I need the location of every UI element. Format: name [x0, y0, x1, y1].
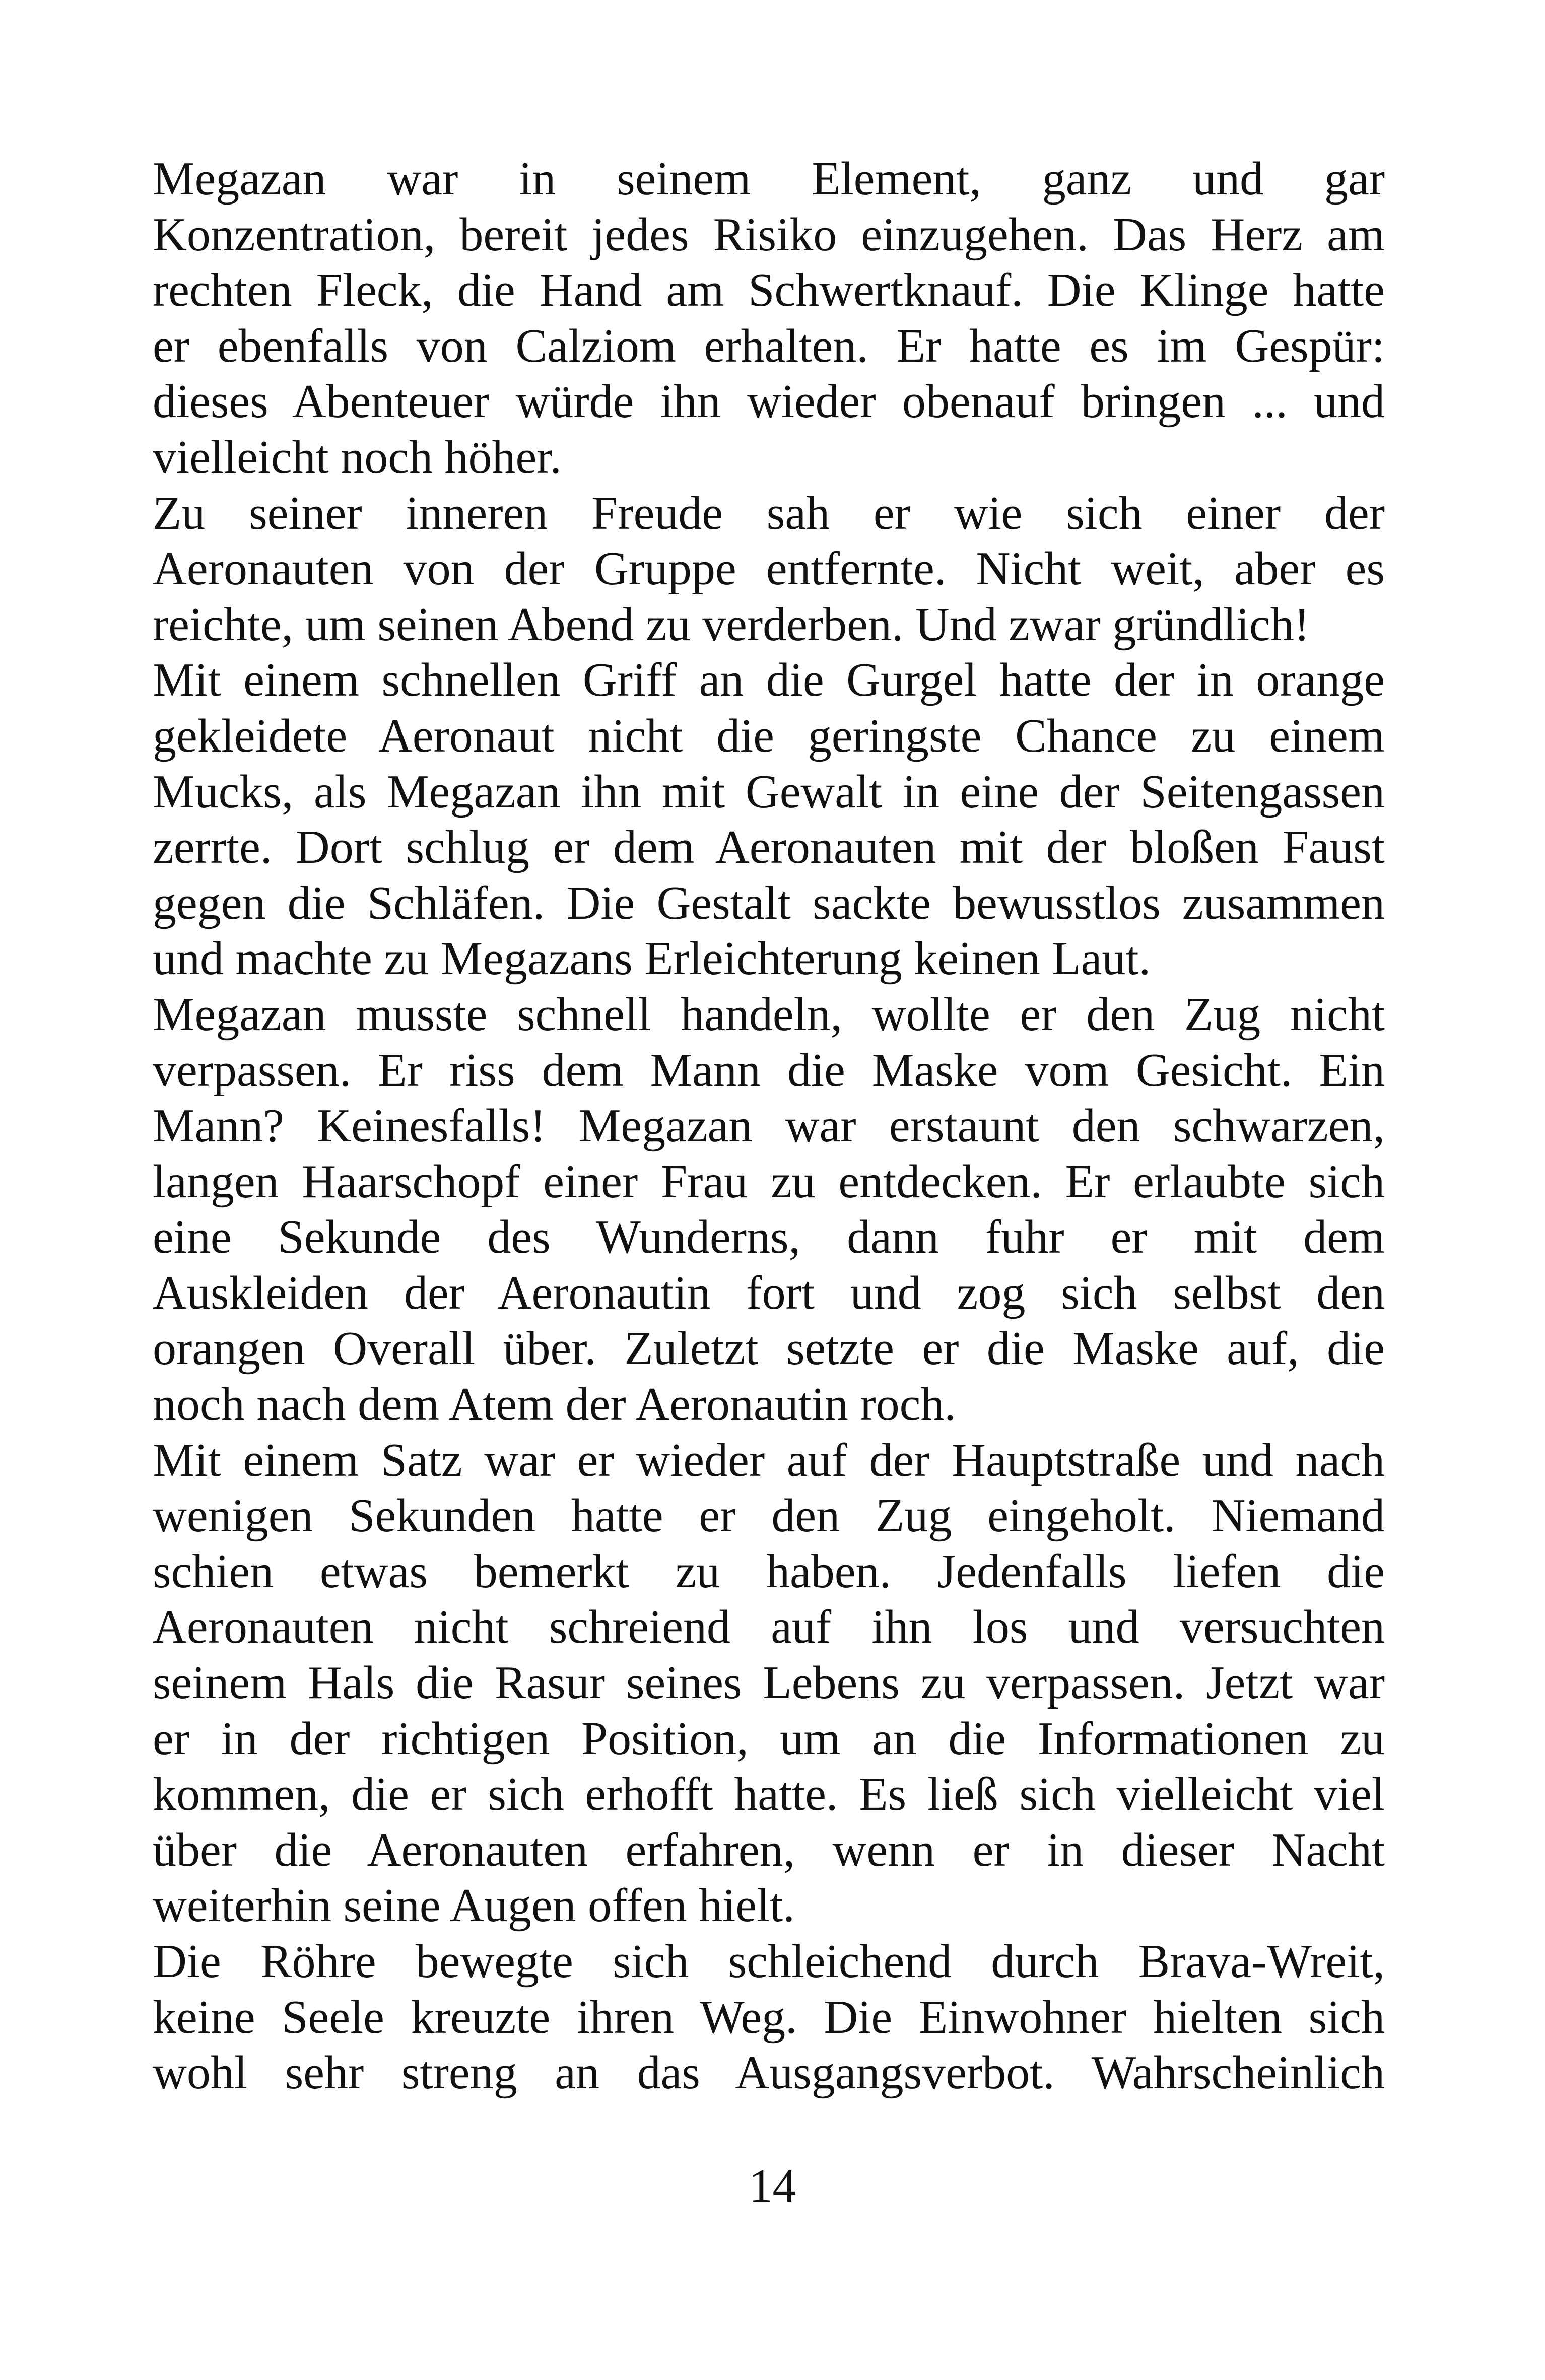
text-line: gegen die Schläfen. Die Gestalt sackte bewusstlos zusammen [153, 876, 1385, 929]
text-line: dieses Abenteuer würde ihn wieder obenauf bringen ... und [153, 375, 1385, 428]
text-line: Megazan war in seinem Element, ganz und gar [153, 153, 1385, 205]
text-line: seinem Hals die Rasur seines Lebens zu verpassen. Jetzt war [153, 1657, 1385, 1710]
text-line: er in der richtigen Position, um an die Informationen zu [153, 1712, 1385, 1765]
text-line: Megazan musste schnell handeln, wollte er den Zug nicht [153, 988, 1385, 1041]
paragraph [153, 1934, 1385, 2101]
text-line: rechten Fleck, die Hand am Schwertknauf. Die Klinge hatte [153, 264, 1385, 317]
body-text [153, 151, 1385, 2101]
text-line: vielleicht noch höher. [153, 431, 562, 484]
text-line: langen Haarschopf einer Frau zu entdecken. Er erlaubte sich [153, 1155, 1385, 1208]
text-line: Mit einem schnellen Griff an die Gurgel hatte der in orange [153, 654, 1385, 707]
paragraph [153, 652, 1385, 987]
text-line: Mucks, als Megazan ihn mit Gewalt in eine der Seitengassen [153, 765, 1385, 818]
text-line: Aeronauten nicht schreiend auf ihn los und versuchten [153, 1601, 1385, 1654]
text-line: zerrte. Dort schlug er dem Aeronauten mit der bloßen Faust [153, 821, 1385, 874]
paragraph [153, 987, 1385, 1433]
paragraph [153, 1433, 1385, 1934]
text-line: Mann? Keinesfalls! Megazan war erstaunt den schwarzen, [153, 1100, 1385, 1152]
text-line: kommen, die er sich erhofft hatte. Es ließ sich vielleicht viel [153, 1768, 1385, 1821]
text-line: über die Aeronauten erfahren, wenn er in dieser Nacht [153, 1823, 1385, 1876]
text-line: noch nach dem Atem der Aeronautin roch. [153, 1378, 956, 1431]
text-line: Die Röhre bewegte sich schleichend durch Brava-Wreit, [153, 1935, 1385, 1988]
text-line: wenigen Sekunden hatte er den Zug eingeholt. Niemand [153, 1489, 1385, 1542]
text-line: gekleidete Aeronaut nicht die geringste Chance zu einem [153, 709, 1385, 762]
text-line: Mit einem Satz war er wieder auf der Hauptstraße und nach [153, 1434, 1385, 1486]
text-line: Zu seiner inneren Freude sah er wie sich einer der [153, 487, 1385, 539]
paragraph [153, 486, 1385, 653]
text-line: wohl sehr streng an das Ausgangsverbot. Wahrscheinlich [153, 2047, 1385, 2099]
paragraph [153, 151, 1385, 486]
text-line: eine Sekunde des Wunderns, dann fuhr er mit dem [153, 1211, 1385, 1264]
page-number: 14 [749, 2160, 796, 2212]
text-line: Auskleiden der Aeronautin fort und zog sich selbst den [153, 1266, 1385, 1319]
text-line: orangen Overall über. Zuletzt setzte er die Maske auf, die [153, 1322, 1385, 1375]
text-line: schien etwas bemerkt zu haben. Jedenfalls liefen die [153, 1545, 1385, 1598]
text-line: Konzentration, bereit jedes Risiko einzugehen. Das Herz am [153, 208, 1385, 261]
text-line: keine Seele kreuzte ihren Weg. Die Einwohner hielten sich [153, 1991, 1385, 2044]
text-line: weiterhin seine Augen offen hielt. [153, 1879, 795, 1932]
text-line: reichte, um seinen Abend zu verderben. Und zwar gründlich! [153, 598, 1310, 651]
text-line: er ebenfalls von Calziom erhalten. Er hatte es im Gespür: [153, 319, 1385, 372]
text-line: und machte zu Megazans Erleichterung keinen Laut. [153, 932, 1151, 985]
text-line: Aeronauten von der Gruppe entfernte. Nicht weit, aber es [153, 542, 1385, 595]
text-line: verpassen. Er riss dem Mann die Maske vom Gesicht. Ein [153, 1044, 1385, 1097]
